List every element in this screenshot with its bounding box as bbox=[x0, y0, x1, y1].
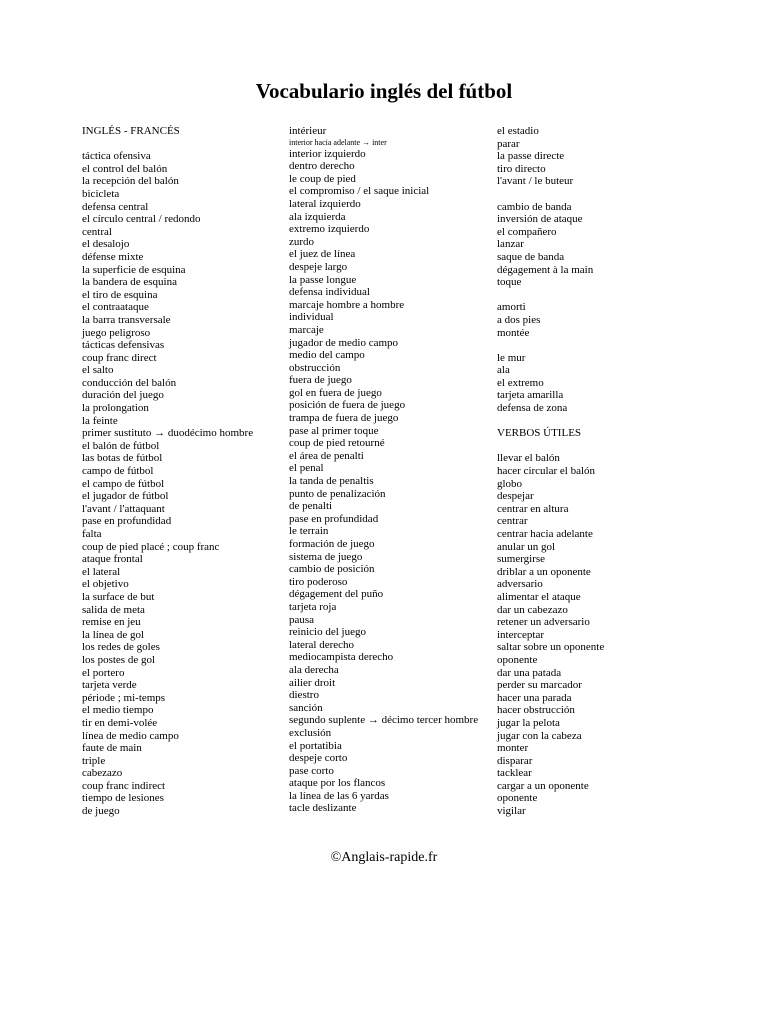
vocab-entry: l'avant / l'attaquant bbox=[82, 502, 165, 515]
vocab-entry: central bbox=[82, 225, 112, 238]
vocab-entry: monter bbox=[497, 742, 529, 755]
vocab-entry: dar un cabezazo bbox=[497, 603, 568, 616]
vocab-entry: ailier droit bbox=[289, 676, 336, 689]
vocab-entry: centrar hacia adelante bbox=[497, 528, 593, 540]
vocab-entry: juego peligroso bbox=[82, 326, 151, 339]
vocab-entry: triple bbox=[82, 754, 106, 767]
vocab-entry: marcaje bbox=[289, 323, 324, 336]
vocab-entry: jugador de medio campo bbox=[289, 336, 399, 349]
vocab-entry: remise en jeu bbox=[82, 616, 141, 629]
vocab-entry: pase en profundidad bbox=[289, 512, 379, 525]
vocab-entry: centrar en altura bbox=[497, 502, 569, 515]
vocab-entry: dentro derecho bbox=[289, 160, 355, 173]
column-2-heading: intérieur bbox=[289, 125, 327, 137]
vocab-entry: fuera de juego bbox=[289, 374, 352, 387]
vocab-entry: la surface de but bbox=[82, 590, 155, 603]
column-2-subnote: interior hacia adelante → inter bbox=[289, 137, 387, 147]
spacer bbox=[497, 289, 604, 302]
vocab-entry: el área de penalti bbox=[289, 449, 364, 462]
vocab-entry: lateral derecho bbox=[289, 638, 355, 651]
spacer bbox=[497, 415, 604, 428]
vocab-entry: oponente bbox=[497, 792, 538, 805]
vocab-entry: l'avant / le buteur bbox=[497, 175, 574, 188]
vocab-entry: amorti bbox=[497, 301, 526, 314]
vocab-entry: duración del juego bbox=[82, 389, 164, 402]
spacer bbox=[497, 188, 604, 201]
vocab-entry: centrar bbox=[497, 515, 528, 528]
vocab-entry: la feinte bbox=[82, 414, 118, 427]
vocab-entry: alimentar el ataque bbox=[497, 590, 581, 603]
vocab-entry: lateral izquierdo bbox=[289, 197, 361, 210]
vocab-entry: gol en fuera de juego bbox=[289, 386, 382, 399]
vocab-entry: las botas de fútbol bbox=[82, 452, 163, 465]
vocab-entry: globo bbox=[497, 477, 523, 490]
vocab-entry: VERBOS ÚTILES bbox=[497, 427, 582, 440]
vocab-entry: hacer una parada bbox=[497, 691, 572, 704]
vocab-entry: saltar sobre un oponente bbox=[497, 641, 605, 654]
vocab-entry: despeje largo bbox=[289, 260, 348, 273]
vocab-entry: defensa de zona bbox=[497, 402, 568, 415]
vocab-entry: période ; mi-temps bbox=[82, 691, 166, 704]
vocab-entry: medio del campo bbox=[289, 349, 365, 362]
vocab-entry: llevar el balón bbox=[497, 452, 560, 465]
vocab-entry: cambio de banda bbox=[497, 200, 572, 213]
vocab-entry: retener un adversario bbox=[497, 616, 590, 629]
vocab-entry: hacer circular el balón bbox=[497, 465, 596, 478]
vocab-entry: obstrucción bbox=[289, 361, 341, 374]
page-title: Vocabulario inglés del fútbol bbox=[255, 79, 513, 103]
vocab-entry: tacklear bbox=[497, 767, 532, 780]
vocab-entry: la passe longue bbox=[289, 273, 357, 286]
vocab-entry: oponente bbox=[497, 653, 538, 666]
vocab-entry: el contraataque bbox=[82, 301, 149, 314]
spacer bbox=[497, 339, 604, 352]
vocab-entry: lanzar bbox=[497, 238, 524, 251]
vocab-entry: el compromiso / el saque inicial bbox=[289, 185, 430, 198]
vocab-entry: de juego bbox=[82, 805, 120, 818]
vocab-entry: sumergirse bbox=[497, 553, 546, 566]
vocab-entry: montée bbox=[497, 326, 530, 339]
vocab-entry: trampa de fuera de juego bbox=[289, 412, 399, 425]
vocab-entry: reinicio del juego bbox=[289, 626, 366, 639]
vocab-entry: despeje corto bbox=[289, 752, 348, 765]
vocab-entry: falta bbox=[82, 528, 102, 540]
vocab-entry: tácticas defensivas bbox=[82, 339, 165, 352]
vocab-entry: el portatibia bbox=[289, 739, 342, 752]
vocab-entry: la recepción del balón bbox=[82, 175, 179, 188]
vocab-entry: perder su marcador bbox=[497, 679, 582, 692]
vocab-entry: coup de pied placé ; coup franc bbox=[82, 540, 220, 553]
vocab-entry: ataque por los flancos bbox=[289, 777, 386, 790]
vocab-entry: punto de penalización bbox=[289, 487, 386, 500]
column-2 bbox=[289, 125, 478, 815]
vocab-entry: bicicleta bbox=[82, 187, 120, 200]
vocab-entry: la línea de gol bbox=[82, 628, 145, 641]
vocab-entry: el círculo central / redondo bbox=[82, 213, 201, 226]
vocab-entry: segundo suplente → décimo tercer hombre bbox=[289, 714, 479, 727]
vocab-entry: le terrain bbox=[289, 525, 329, 538]
vocab-entry: defensa individual bbox=[289, 286, 370, 299]
vocab-entry: faute de main bbox=[82, 742, 142, 755]
vocab-entry: zurdo bbox=[289, 235, 315, 248]
vocab-entry: el campo de fútbol bbox=[82, 477, 165, 490]
vocab-entry: táctica ofensiva bbox=[82, 150, 151, 163]
vocab-entry: la superficie de esquina bbox=[82, 263, 186, 276]
vocab-entry: ala izquierda bbox=[289, 210, 346, 223]
vocab-entry: tarjeta amarilla bbox=[497, 389, 564, 402]
vocab-entry: inversión de ataque bbox=[497, 213, 583, 226]
vocab-entry: tarjeta verde bbox=[82, 679, 137, 692]
copyright-footer: ©Anglais-rapide.fr bbox=[330, 850, 438, 865]
vocab-entry: los postes de gol bbox=[82, 653, 156, 666]
vocab-entry: jugar la pelota bbox=[497, 716, 560, 729]
vocab-entry: la prolongation bbox=[82, 402, 149, 415]
vocab-entry: interceptar bbox=[497, 628, 545, 641]
vocab-entry: tarjeta roja bbox=[289, 600, 337, 613]
column-3 bbox=[497, 125, 604, 818]
vocab-entry: tir en demi-volée bbox=[82, 716, 158, 729]
vocab-entry: el penal bbox=[289, 462, 324, 475]
vocab-entry: el balón de fútbol bbox=[82, 439, 160, 452]
vocab-entry: coup franc indirect bbox=[82, 779, 166, 792]
vocab-entry: mediocampista derecho bbox=[289, 651, 394, 664]
vocab-entry: défense mixte bbox=[82, 250, 144, 263]
vocab-entry: pase al primer toque bbox=[289, 424, 379, 437]
vocab-entry: adversario bbox=[497, 578, 543, 591]
vocab-entry: le coup de pied bbox=[289, 172, 356, 185]
vocab-entry: toque bbox=[497, 276, 522, 289]
vocab-entry: jugar con la cabeza bbox=[497, 729, 582, 742]
vocab-entry: coup franc direct bbox=[82, 351, 157, 364]
vocab-entry: el tiro de esquina bbox=[82, 288, 158, 301]
vocab-entry: parar bbox=[497, 137, 520, 150]
vocab-entry: disparar bbox=[497, 754, 533, 767]
vocab-entry: tiro poderoso bbox=[289, 575, 348, 588]
vocab-entry: la bandera de esquina bbox=[82, 276, 177, 289]
vocab-entry: sistema de juego bbox=[289, 550, 363, 563]
vocab-entry: extremo izquierdo bbox=[289, 223, 370, 236]
vocab-entry: conducción del balón bbox=[82, 376, 177, 389]
vocab-entry: la passe directe bbox=[497, 150, 565, 163]
vocab-entry: driblar a un oponente bbox=[497, 565, 591, 578]
vocab-entry: ala derecha bbox=[289, 663, 339, 676]
vocab-entry: hacer obstrucción bbox=[497, 704, 575, 717]
vocab-entry: interior izquierdo bbox=[289, 147, 366, 160]
vocab-entry: el juez de línea bbox=[289, 248, 356, 261]
spacer bbox=[82, 138, 253, 151]
vocab-entry: a dos pies bbox=[497, 313, 541, 326]
vocab-entry: cambio de posición bbox=[289, 563, 375, 576]
vocab-entry: tacle deslizante bbox=[289, 802, 357, 815]
vocab-entry: dégagement del puño bbox=[289, 588, 384, 601]
vocab-entry: saque de banda bbox=[497, 250, 565, 263]
vocab-entry: ataque frontal bbox=[82, 553, 143, 566]
vocab-entry: despejar bbox=[497, 490, 534, 503]
vocab-entry: sanción bbox=[289, 701, 323, 714]
vocab-entry: dar una patada bbox=[497, 666, 562, 679]
vocab-entry: INGLÉS - FRANCÉS bbox=[82, 125, 180, 137]
vocab-entry: le mur bbox=[497, 351, 526, 364]
vocab-entry: el salto bbox=[82, 364, 114, 377]
vocab-entry: formación de juego bbox=[289, 538, 375, 550]
vocab-entry: posición de fuera de juego bbox=[289, 399, 406, 412]
vocab-entry: el estadio bbox=[497, 125, 539, 137]
vocab-entry: campo de fútbol bbox=[82, 465, 154, 478]
vocab-entry: anular un gol bbox=[497, 540, 556, 553]
vocab-entry: el objetivo bbox=[82, 578, 129, 591]
vocab-entry: ala bbox=[497, 364, 510, 377]
vocab-entry: los redes de goles bbox=[82, 641, 160, 654]
vocab-entry: la tanda de penaltis bbox=[289, 475, 374, 488]
vocab-entry: pausa bbox=[289, 613, 315, 626]
vocab-entry: cargar a un oponente bbox=[497, 779, 589, 792]
vocab-entry: salida de meta bbox=[82, 603, 145, 616]
vocab-entry: el portero bbox=[82, 666, 125, 679]
vocab-entry: el extremo bbox=[497, 376, 544, 389]
vocab-entry: la barra transversale bbox=[82, 313, 171, 326]
vocab-entry: el jugador de fútbol bbox=[82, 490, 169, 503]
column-1 bbox=[82, 125, 253, 818]
vocab-entry: individual bbox=[289, 311, 334, 324]
vocab-entry: diestro bbox=[289, 689, 319, 702]
vocab-entry: pase corto bbox=[289, 764, 334, 777]
vocab-entry: pase en profundidad bbox=[82, 515, 172, 528]
vocab-entry: tiro directo bbox=[497, 162, 546, 175]
vocab-entry: el control del balón bbox=[82, 162, 168, 175]
vocab-entry: exclusión bbox=[289, 726, 332, 739]
vocab-entry: el lateral bbox=[82, 565, 121, 578]
vocab-entry: coup de pied retourné bbox=[289, 437, 385, 450]
vocab-entry: el medio tiempo bbox=[82, 704, 154, 717]
vocab-entry: línea de medio campo bbox=[82, 729, 179, 742]
vocab-entry: primer sustituto → duodécimo hombre bbox=[82, 427, 254, 440]
vocab-entry: de penalti bbox=[289, 500, 333, 513]
spacer bbox=[497, 440, 604, 453]
vocab-entry: dégagement à la main bbox=[497, 263, 594, 276]
vocab-entry: tiempo de lesiones bbox=[82, 792, 164, 805]
vocab-entry: vigilar bbox=[497, 805, 526, 818]
vocab-entry: defensa central bbox=[82, 200, 149, 213]
vocab-entry: el desalojo bbox=[82, 238, 130, 251]
vocab-entry: cabezazo bbox=[82, 767, 123, 780]
vocab-entry: la línea de las 6 yardas bbox=[289, 789, 389, 802]
vocab-entry: el compañero bbox=[497, 225, 557, 238]
vocab-entry: marcaje hombre a hombre bbox=[289, 298, 405, 311]
